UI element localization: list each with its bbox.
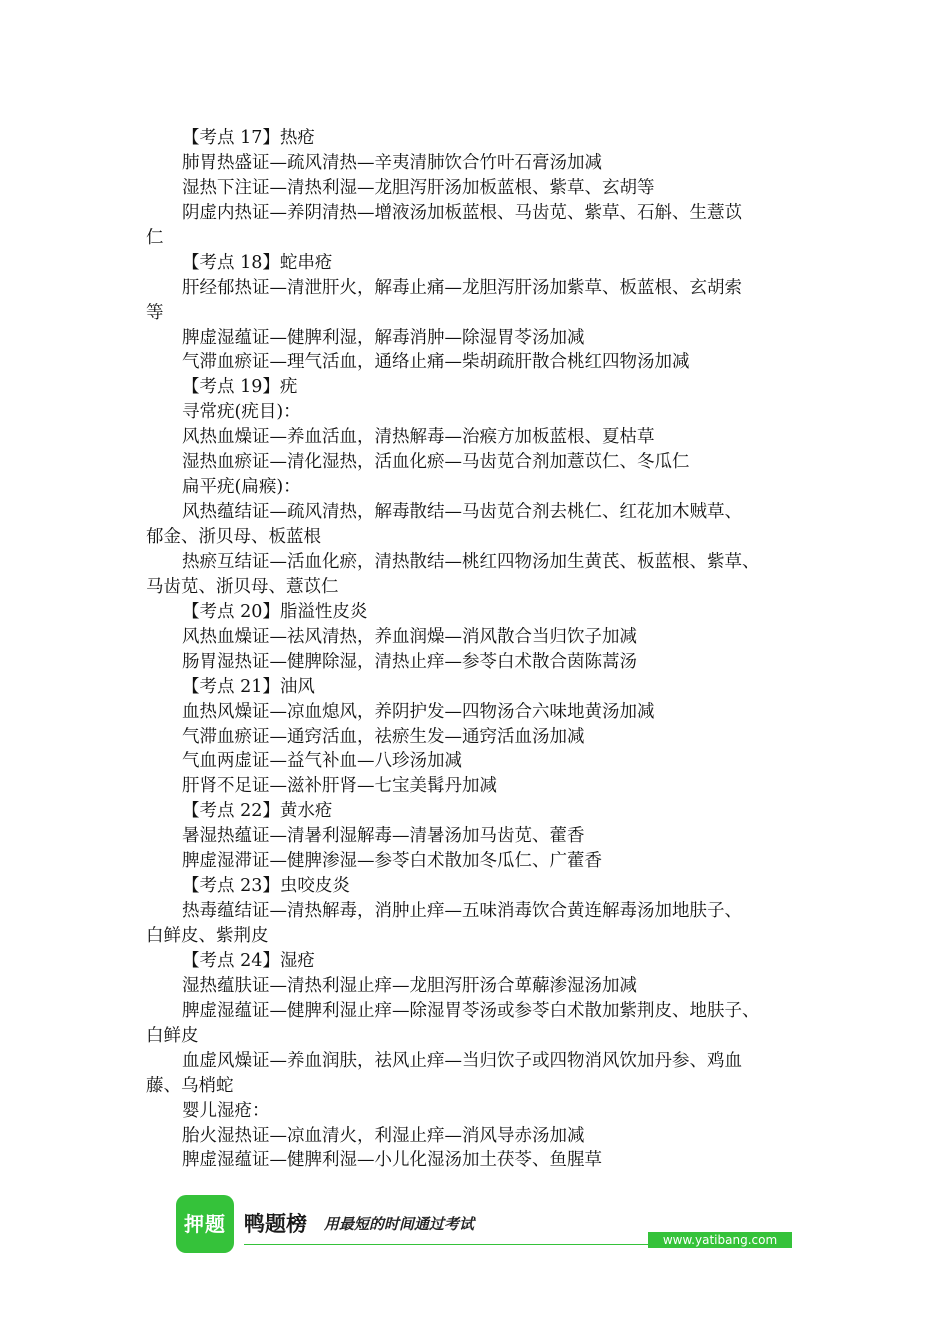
text-line: 风热血燥证—养血活血，清热解毒—治瘊方加板蓝根、夏枯草: [182, 427, 655, 448]
section-heading: 【考点 24】湿疮: [182, 950, 315, 971]
text-line: 风热蕴结证—疏风清热，解毒散结—马齿苋合剂去桃仁、红花加木贼草、: [182, 502, 742, 523]
text-line: 脾虚湿蕴证—健脾利湿，解毒消肿—除湿胃苓汤加减: [182, 327, 585, 348]
text-line: 等: [146, 302, 164, 323]
text-line: 仁: [146, 227, 164, 248]
text-line: 湿热血瘀证—清化湿热，活血化瘀—马齿苋合剂加薏苡仁、冬瓜仁: [182, 452, 690, 473]
text-line: 阴虚内热证—养阴清热—增液汤加板蓝根、马齿苋、紫草、石斛、生薏苡: [182, 202, 742, 223]
text-line: 脾虚湿蕴证—健脾利湿止痒—除湿胃苓汤或参苓白术散加紫荆皮、地肤子、: [182, 1000, 760, 1021]
text-line: 脾虚湿滞证—健脾渗湿—参苓白术散加冬瓜仁、广藿香: [182, 851, 602, 872]
logo-badge: 押题: [176, 1195, 234, 1253]
text-line: 热瘀互结证—活血化瘀，清热散结—桃红四物汤加生黄芪、板蓝根、紫草、: [182, 551, 760, 572]
text-line: 肝经郁热证—清泄肝火，解毒止痛—龙胆泻肝汤加紫草、板蓝根、玄胡索: [182, 277, 742, 298]
text-line: 热毒蕴结证—清热解毒，消肿止痒—五味消毒饮合黄连解毒汤加地肤子、: [182, 901, 742, 922]
text-line: 白鲜皮、紫荆皮: [146, 926, 269, 946]
text-line: 血热风燥证—凉血熄风，养阴护发—四物汤合六味地黄汤加减: [182, 701, 655, 722]
text-line: 肠胃湿热证—健脾除湿，清热止痒—参苓白术散合茵陈蒿汤: [182, 651, 637, 672]
text-line: 扁平疣(扁瘊)：: [182, 477, 301, 498]
text-line: 白鲜皮: [146, 1025, 199, 1046]
text-line: 藤、乌梢蛇: [146, 1075, 234, 1096]
text-line: 暑湿热蕴证—清暑利湿解毒—清暑汤加马齿苋、藿香: [182, 826, 585, 847]
text-line: 郁金、浙贝母、板蓝根: [146, 527, 321, 547]
slogan: 用最短的时间通过考试: [324, 1215, 475, 1233]
brand-name: 鸭题榜: [244, 1212, 307, 1236]
document-body: [146, 126, 810, 1173]
text-line: 气滞血瘀证—理气活血，通络止痛—柴胡疏肝散合桃红四物汤加减: [182, 352, 690, 373]
website-url[interactable]: www.yatibang.com: [648, 1232, 792, 1248]
section-heading: 【考点 20】脂溢性皮炎: [182, 601, 368, 622]
text-line: 脾虚湿蕴证—健脾利湿—小儿化湿汤加土茯苓、鱼腥草: [182, 1150, 602, 1171]
text-line: 胎火湿热证—凉血清火，利湿止痒—消风导赤汤加减: [182, 1125, 585, 1146]
section-heading: 【考点 22】黄水疮: [182, 801, 333, 822]
section-heading: 【考点 21】油风: [182, 676, 315, 697]
text-line: 湿热蕴肤证—清热利湿止痒—龙胆泻肝汤合萆薢渗湿汤加减: [182, 975, 637, 996]
text-line: 肝肾不足证—滋补肝肾—七宝美髯丹加减: [182, 776, 497, 797]
section-heading: 【考点 17】热疮: [182, 128, 315, 148]
section-heading: 【考点 19】疣: [182, 377, 298, 398]
text-line: 婴儿湿疮：: [182, 1100, 270, 1121]
footer-banner: [176, 1195, 796, 1255]
text-line: 湿热下注证—清热利湿—龙胆泻肝汤加板蓝根、紫草、玄胡等: [182, 177, 655, 198]
text-line: 气滞血瘀证—通窍活血，祛瘀生发—通窍活血汤加减: [182, 726, 585, 747]
text-line: 血虚风燥证—养血润肤，祛风止痒—当归饮子或四物消风饮加丹参、鸡血: [182, 1050, 742, 1071]
text-line: 气血两虚证—益气补血—八珍汤加减: [182, 751, 462, 772]
section-heading: 【考点 18】蛇串疮: [182, 252, 333, 273]
text-line: 马齿苋、浙贝母、薏苡仁: [146, 576, 339, 597]
section-heading: 【考点 23】虫咬皮炎: [182, 876, 350, 897]
text-line: 风热血燥证—祛风清热，养血润燥—消风散合当归饮子加减: [182, 626, 637, 647]
text-line: 肺胃热盛证—疏风清热—辛夷清肺饮合竹叶石膏汤加减: [182, 152, 602, 173]
text-line: 寻常疣(疣目)：: [182, 402, 301, 423]
